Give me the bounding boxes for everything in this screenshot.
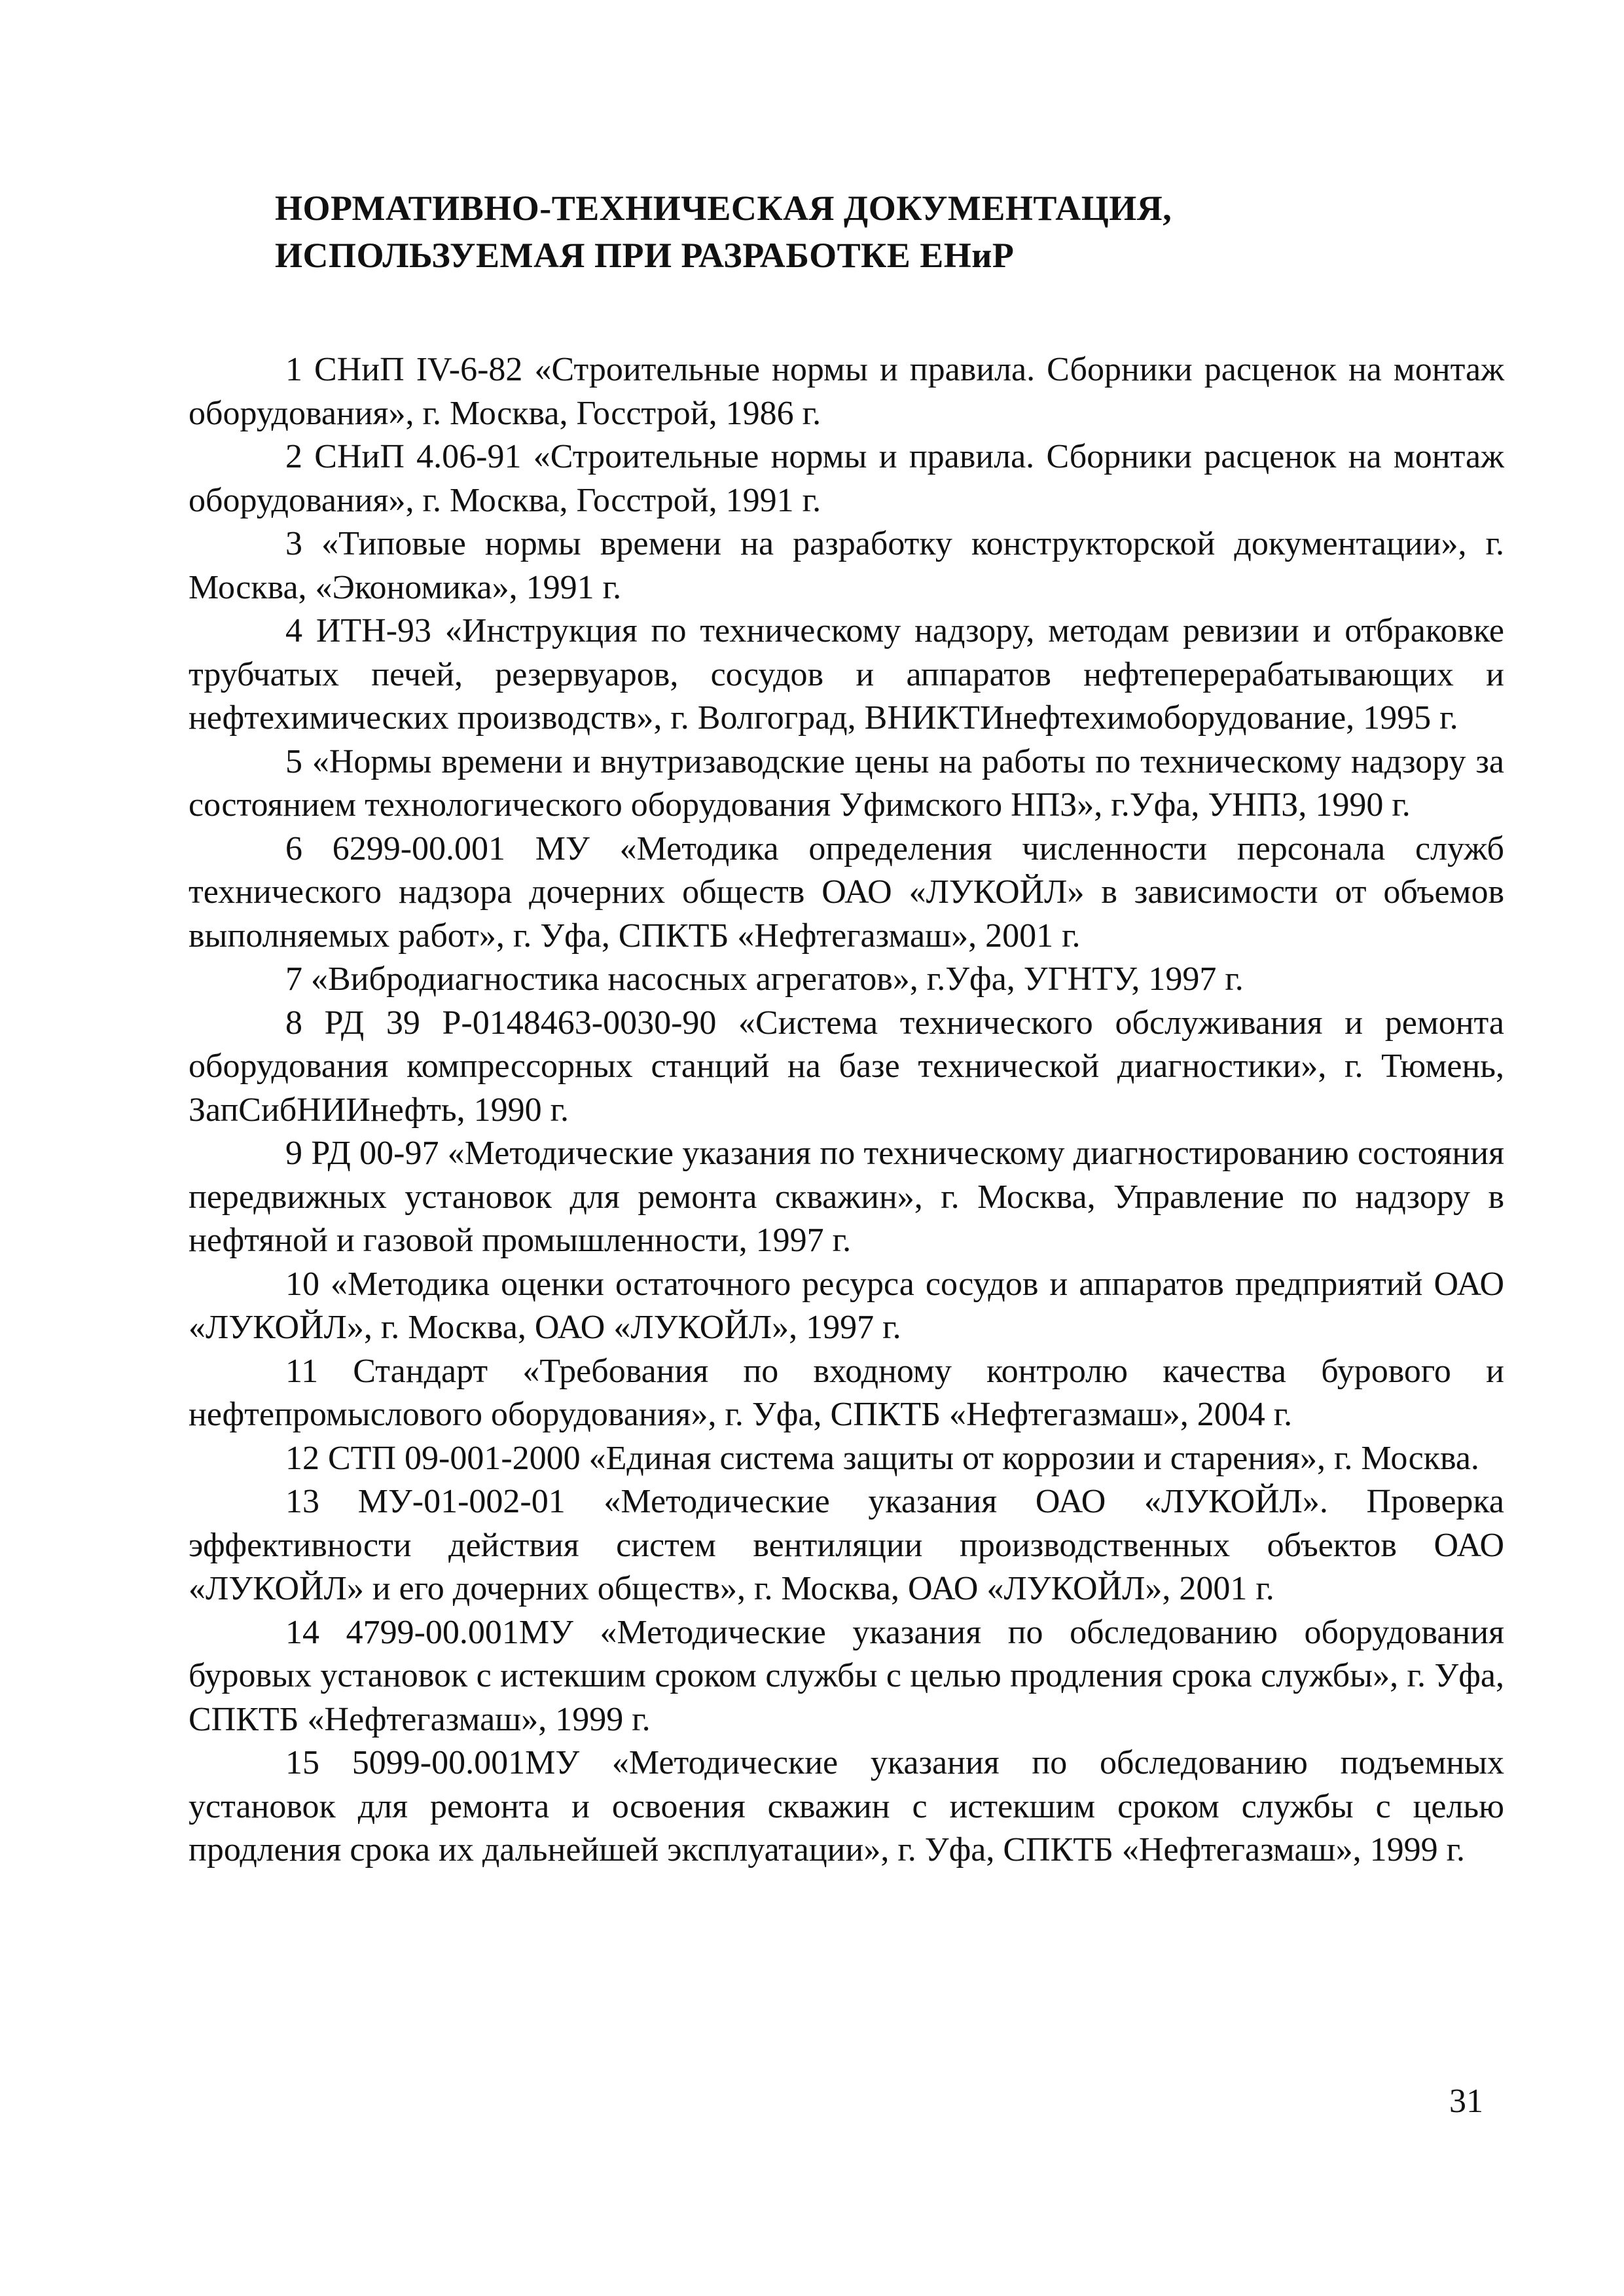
reference-item-11: 11 Стандарт «Требования по входному контролю качества бурового и нефтепромыслового оборудования», г. Уфа, СПКТБ «Нефтегазмаш», 2004 г. [189,1352,1504,1433]
reference-item-1: 1 СНиП IV-6-82 «Строительные нормы и правила. Сборники расценок на монтаж оборудования», г. Москва, Госстрой, 1986 г. [189,351,1504,432]
title-line-2: ИСПОЛЬЗУЕМАЯ ПРИ РАЗРАБОТКЕ ЕНиР [275,236,1015,275]
reference-item-7: 7 «Вибродиагностика насосных агрегатов», г.Уфа, УГНТУ, 1997 г. [285,960,1244,998]
reference-item-3: 3 «Типовые нормы времени на разработку конструкторской документации», г. Москва, «Экономика», 1991 г. [189,525,1504,606]
reference-item-6: 6 6299-00.001 МУ «Методика определения численности персонала служб технического надзора дочерних обществ ОАО «ЛУКОЙЛ» в зависимости от объемов выполняемых работ», г. Уфа, СПКТБ «Нефтегазмаш», 2001 г. [189,829,1504,955]
page-title [275,185,1388,279]
reference-item-12: 12 СТП 09-001-2000 «Единая система защиты от коррозии и старения», г. Москва. [285,1439,1479,1477]
reference-item-10: 10 «Методика оценки остаточного ресурса сосудов и аппаратов предприятий ОАО «ЛУКОЙЛ», г. Москва, ОАО «ЛУКОЙЛ», 1997 г. [189,1265,1504,1346]
reference-item-8: 8 РД 39 Р-0148463-0030-90 «Система технического обслуживания и ремонта оборудования компрессорных станций на базе технической диагностики», г. Тюмень, ЗапСибНИИнефть, 1990 г. [189,1004,1504,1129]
reference-item-13: 13 МУ-01-002-01 «Методические указания ОАО «ЛУКОЙЛ». Проверка эффективности действия систем вентиляции производственных объектов ОАО «ЛУКОЙЛ» и его дочерних обществ», г. Москва, ОАО «ЛУКОЙЛ», 2001 г. [189,1483,1504,1607]
reference-item-9: 9 РД 00-97 «Методические указания по техническому диагностированию состояния передвижных установок для ремонта скважин», г. Москва, Управление по надзору в нефтяной и газовой промышленности, 1997 г. [189,1135,1504,1259]
reference-item-4: 4 ИТН-93 «Инструкция по техническому надзору, методам ревизии и отбраковке трубчатых печей, резервуаров, сосудов и аппаратов нефтеперерабатывающих и нефтехимических производств», г. Волгоград, ВНИКТИнефтехимоборудование, 1995 г. [189,612,1504,737]
reference-item-14: 14 4799-00.001МУ «Методические указания по обследованию оборудования буровых установок с истекшим сроком службы с целью продления срока службы», г. Уфа, СПКТБ «Нефтегазмаш», 1999 г. [189,1613,1504,1738]
reference-list [189,348,1504,1872]
page-number: 31 [1449,2083,1483,2120]
reference-item-2: 2 СНиП 4.06-91 «Строительные нормы и правила. Сборники расценок на монтаж оборудования», г. Москва, Госстрой, 1991 г. [189,438,1504,519]
title-line-1: НОРМАТИВНО-ТЕХНИЧЕСКАЯ ДОКУМЕНТАЦИЯ, [275,189,1172,228]
reference-item-15: 15 5099-00.001МУ «Методические указания по обследованию подъемных установок для ремонта и освоения скважин с истекшим сроком службы с целью продления срока их дальнейшей эксплуатации», г. Уфа, СПКТБ «Нефтегазмаш», 1999 г. [189,1744,1504,1868]
reference-item-5: 5 «Нормы времени и внутризаводские цены на работы по техническому надзору за состоянием технологического оборудования Уфимского НПЗ», г.Уфа, УНПЗ, 1990 г. [189,742,1504,824]
